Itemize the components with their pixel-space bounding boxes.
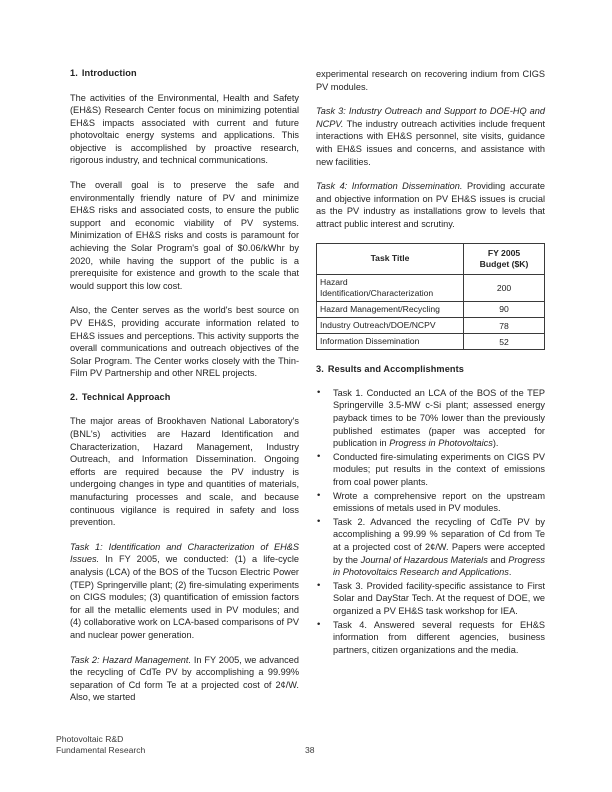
task2-title: Task 2: Hazard Management. [70,654,192,665]
task-title-line2: Identification/Characterization [320,287,434,298]
paragraph-task1 [70,541,299,642]
task4-title: Task 4: Information Dissemination. [316,181,463,192]
bullet-icon: • [317,619,321,631]
bullet-text-post: . [508,567,512,578]
section-number: 3. [316,364,324,375]
task3-title: Task 3: Industry Outreach and Support to DOE-HQ and NCPV. [316,106,545,129]
table-row [317,318,545,334]
bullet-text-mid: and [487,554,509,565]
bullet-text-pre: Task 2. Advanced the recycling of CdTe PV by accomplishing a 99.99 % separation of Cd from Te at a projected cost of 2¢/W. Papers were accepted by the [333,516,545,565]
footer-line-1: Photovoltaic R&D [56,733,124,744]
table-cell-budget: 90 [464,301,545,317]
paragraph-center-source: Also, the Center serves as the world's best source on PV EH&S, providing accurate information related to EH&S issues and perceptions. This activity supports the overall communications and outreach objectives of the Solar Program. The Center works closely with the Thin-Film PV Partnership and other NREL projects. [70,305,299,379]
section-title: Results and Accomplishments [327,364,464,375]
footer-line-2: Fundamental Research [56,745,146,756]
bullet-icon: • [317,516,321,528]
task1-body: In FY 2005, we conducted: (1) a life-cycle analysis (LCA) of the BOS of the Tucson Electric Power (TEP) Springerville plant; (2) fire-simulating experiments on CIGS modules; (3) quantification of emission factors for all the metallic elements used in PV modules; and (4) collaborative work on LCA-based comparisons of PV and nuclear power generation. [70,554,299,640]
left-column [70,68,299,718]
table-row [317,274,545,301]
section-number: 1. [70,68,78,78]
section-title: Technical Approach [81,391,171,402]
list-item [316,580,545,618]
section-heading-results [316,364,545,376]
task1-title: Task 1: Identification and Characterization of EH&S Issues. [70,541,299,565]
bullet-icon: • [317,490,321,502]
list-item [316,387,545,450]
paragraph-task3 [316,105,545,168]
section-heading-introduction [70,68,299,80]
bullet-icon: • [317,387,321,399]
bullet-icon: • [317,580,321,592]
table-cell-task-title: Information Dissemination [317,334,464,350]
table-header-budget-line2: Budget ($K) [479,258,529,269]
page-footer [56,734,556,757]
task2-body: In FY 2005, we advanced the recycling of CdTe PV by accomplishing a 99.99% separation of Cd form Te at a projected cost of 2¢/W. Also, we started [70,654,299,703]
results-bullet-list [316,387,545,656]
list-item [316,516,545,579]
table-header-budget-line1: FY 2005 [487,247,521,258]
list-item [316,619,545,657]
paragraph-task2 [70,654,299,704]
bullet-text-italic-2: Progress in Photovoltaics Research and Applications [333,554,546,578]
table-cell-task-title: Industry Outreach/DOE/NCPV [317,318,464,334]
table-cell-task-title: Hazard Management/Recycling [317,301,464,317]
two-column-layout [70,68,546,718]
page-number: 38 [305,745,315,756]
bullet-text-pre: Task 1. Conducted an LCA of the BOS of the TEP Springerville 3.5-MW c-Si plant; assessed energy payback times to be 70% lower than the previously published estimates (paper was accepted for publication in [333,387,545,449]
table-cell-task-title [317,274,464,301]
table-header-budget [464,243,545,274]
paragraph-task2-continued: experimental research on recovering indium from CIGS PV modules. [316,69,545,92]
task3-body: The industry outreach activities include frequent interactions with EH&S personnel, site visits, guidance with EH&S issues and concerns, and assistance with new facilities. [316,118,545,167]
bullet-icon: • [317,451,321,463]
bullet-text-pre: Conducted fire-simulating experiments on CIGS PV modules; put results in the context of emissions from coal power plants. [333,451,545,488]
paragraph-overall-goal: The overall goal is to preserve the safe and environmentally friendly nature of PV and minimize EH&S risks and associated costs, to ensure the public support and economic viability of PV systems. Minimization of EH&S risks and costs is paramount for achieving the Solar Program's goal of $0.06/kWhr by 2020, while having the support of the public is a prerequisite for existence and growth to the scale that would support this low cost. [70,180,299,291]
bullet-text-pre: Wrote a comprehensive report on the upstream emissions of metals used in PV modules. [333,490,545,514]
bullet-text-post: ). [492,438,499,449]
bullet-text-pre: Task 4. Answered several requests for EH&S information from different agencies, business partners, citizen organizations and the media. [333,619,545,655]
section-title: Introduction [81,68,137,78]
section-number: 2. [70,391,78,402]
task4-body: Providing accurate and objective information on PV EH&S issues is crucial as the PV industry as installations grow to levels that attract public interest and scrutiny. [316,181,545,229]
task-title-line1: Hazard [320,276,348,287]
list-item [316,490,545,515]
bullet-text-pre: Task 3. Provided facility-specific assistance to First Solar and DayStar Tech. At the request of DOE, we organized a PV EH&S task workshop for IEA. [333,580,545,616]
paragraph-task4 [316,180,545,230]
budget-table [316,243,545,351]
right-column [316,68,545,718]
table-header-row [317,243,545,274]
bullet-text-italic: Journal of Hazardous Materials [360,554,488,565]
table-header-task-title: Task Title [317,243,464,274]
paragraph-activities: The activities of the Environmental, Health and Safety (EH&S) Research Center focus on minimizing potential EH&S impacts associated with current and future photovoltaic energy systems and applications. This objective is accomplished by proactive research, rigorous industry, and technical communications. [70,92,299,166]
table-cell-budget: 52 [464,334,545,350]
list-item [316,451,545,489]
table-cell-budget: 78 [464,318,545,334]
table-row [317,301,545,317]
paragraph-major-areas: The major areas of Brookhaven National Laboratory's (BNL's) activities are Hazard Identification and Characterization, Hazard Management, Industry Outreach, and Information Dissemination. Ongoing efforts are required because the PV industry is undergoing changes in type and quantities of materials, manufacturing processes and scale, and because continuous vigilance is required in safety and loss prevention. [70,416,299,528]
footer-program-name [56,734,145,757]
bullet-text-italic: Progress in Photovoltaics [389,438,493,449]
section-heading-technical-approach [70,392,299,404]
table-row [317,334,545,350]
table-cell-budget: 200 [464,274,545,301]
